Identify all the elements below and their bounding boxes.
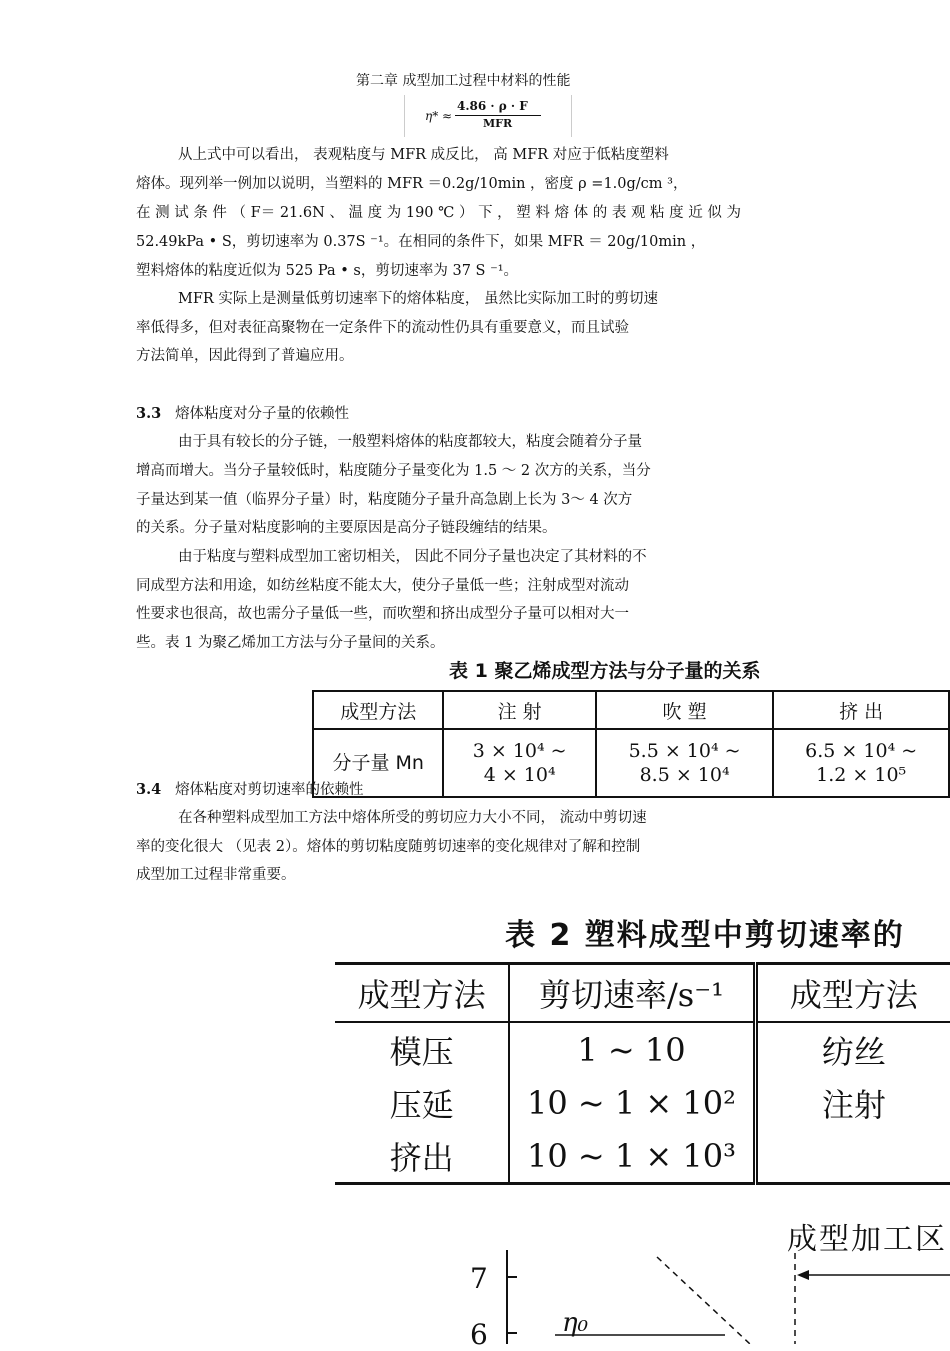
- table-cell: [755, 1129, 950, 1184]
- table-cell: 压延: [335, 1076, 509, 1129]
- section-title: 熔体粘度对分子量的依赖性: [175, 406, 350, 422]
- cell-line: 5.5 × 10⁴ ~: [628, 740, 741, 762]
- table-row: [335, 1129, 950, 1184]
- section-heading: [136, 780, 364, 800]
- section-heading: [136, 404, 349, 424]
- table-header-cell: 挤 出: [773, 691, 949, 729]
- paragraph-line: 性要求也很高，故也需分子量低一些，而吹塑和挤出成型分子量可以相对大一: [136, 606, 629, 622]
- table1-title: 表 1 聚乙烯成型方法与分子量的关系: [449, 660, 761, 682]
- formula-numerator: 4.86 · ρ · F: [457, 99, 528, 113]
- cell-line: 6.5 × 10⁴ ~: [805, 740, 918, 762]
- cell-line: 8.5 × 10⁴: [639, 764, 730, 786]
- arrow-head-icon: [797, 1270, 809, 1280]
- table-cell: 纺丝: [821, 1032, 886, 1071]
- table-cell: 注射: [821, 1085, 886, 1124]
- y-tick-label: 6: [470, 1318, 488, 1351]
- cell-line: 4 × 10⁴: [483, 764, 556, 786]
- cell-line: 3 × 10⁴ ~: [472, 740, 567, 762]
- table-row-label: 分子量 Mn: [313, 729, 443, 797]
- table-header-cell: 注 射: [443, 691, 595, 729]
- table-cell: 挤出: [335, 1129, 509, 1184]
- table-header-cell: 成型方法: [335, 964, 509, 1023]
- paragraph-line: 方法简单，因此得到了普遍应用。: [136, 348, 354, 364]
- table2-title: 表 2 塑料成型中剪切速率的: [505, 918, 905, 953]
- paragraph-line: 在各种塑料成型加工方法中熔体所受的剪切应力大小不同， 流动中剪切速: [178, 810, 647, 826]
- paragraph-line: 由于粘度与塑料成型加工密切相关， 因此不同分子量也决定了其材料的不: [178, 549, 647, 565]
- table-header-row: [335, 964, 950, 1023]
- table-row: [335, 1076, 950, 1129]
- formula-lhs: η* ≈: [425, 109, 453, 123]
- table-cell: 1 ~ 10: [509, 1022, 755, 1076]
- section-number: 3.4: [136, 781, 162, 798]
- table-cell: 10 ~ 1 × 10²: [509, 1076, 755, 1129]
- figure-lines: [495, 1245, 950, 1344]
- table-cell: 10 ~ 1 × 10³: [509, 1129, 755, 1184]
- table-cell: 模压: [335, 1022, 509, 1076]
- paragraph-line: 同成型方法和用途，如纺丝粘度不能太大，使分子量低一些；注射成型对流动: [136, 578, 629, 594]
- paragraph-line: 在 测 试 条 件 （ F＝ 21.6N 、 温 度 为 190 ℃ ） 下 ， 塑 料 熔 体 的 表 观 粘 度 近 似 为: [136, 205, 741, 221]
- table-header-cell: 成型方法: [755, 964, 950, 1023]
- paragraph-line: 率的变化很大 （见表 2）。熔体的剪切粘度随剪切速率的变化规律对了解和控制: [136, 839, 641, 855]
- cell-line: 1.2 × 10⁵: [816, 764, 907, 786]
- paragraph-line: 成型加工过程非常重要。: [136, 867, 296, 883]
- paragraph-line: 熔体。现列举一例加以说明，当塑料的 MFR ＝0.2g/10min ，密度 ρ =1.0g/cm ³，: [136, 176, 688, 192]
- formula-apparent-viscosity: [404, 95, 572, 137]
- y-tick-label: 7: [470, 1262, 488, 1295]
- table-row: [335, 1022, 950, 1076]
- table2: [335, 962, 950, 1185]
- table-header-row: [313, 691, 949, 729]
- paragraph-line: 些。表 1 为聚乙烯加工方法与分子量间的关系。: [136, 635, 445, 651]
- curve-label: η₀: [562, 1308, 588, 1338]
- section-title: 熔体粘度对剪切速率的依赖性: [175, 782, 364, 798]
- paragraph-line: 的关系。分子量对粘度影响的主要原因是高分子链段缠结的结果。: [136, 520, 557, 536]
- paragraph-line: MFR 实际上是测量低剪切速率下的熔体粘度， 虽然比实际加工时的剪切速: [178, 291, 659, 307]
- table-cell: [443, 729, 595, 797]
- table-cell: [596, 729, 773, 797]
- section-number: 3.3: [136, 405, 162, 422]
- figure-title: 成型加工区: [787, 1222, 947, 1257]
- table-row: [313, 729, 949, 797]
- formula-denominator: MFR: [483, 117, 513, 130]
- fraction-bar: [455, 115, 541, 116]
- paragraph-line: 增高而增大。当分子量较低时，粘度随分子量变化为 1.5 ～ 2 次方的关系，当分: [136, 463, 651, 479]
- table-header-cell: 吹 塑: [596, 691, 773, 729]
- paragraph-line: 52.49kPa • S，剪切速率为 0.37S ⁻¹。在相同的条件下，如果 MFR ＝ 20g/10min ，: [136, 234, 706, 250]
- chapter-header: 第二章 成型加工过程中材料的性能: [356, 73, 571, 89]
- paragraph-line: 塑料熔体的粘度近似为 525 Pa • s，剪切速率为 37 S ⁻¹。: [136, 263, 519, 279]
- paragraph-line: 由于具有较长的分子链，一般塑料熔体的粘度都较大，粘度会随着分子量: [178, 434, 642, 450]
- viscosity-trend-line: [657, 1257, 750, 1344]
- paragraph-line: 子量达到某一值（临界分子量）时，粘度随分子量升高急剧上长为 3～ 4 次方: [136, 492, 633, 508]
- table1: [312, 690, 950, 798]
- y-axis: [507, 1250, 517, 1344]
- paragraph-line: 从上式中可以看出， 表观粘度与 MFR 成反比， 高 MFR 对应于低粘度塑料: [178, 147, 669, 163]
- paragraph-line: 率低得多，但对表征高聚物在一定条件下的流动性仍具有重要意义，而且试验: [136, 320, 629, 336]
- table-header-cell: 剪切速率/s⁻¹: [509, 964, 755, 1023]
- table-header-cell: 成型方法: [313, 691, 443, 729]
- table-cell: [773, 729, 949, 797]
